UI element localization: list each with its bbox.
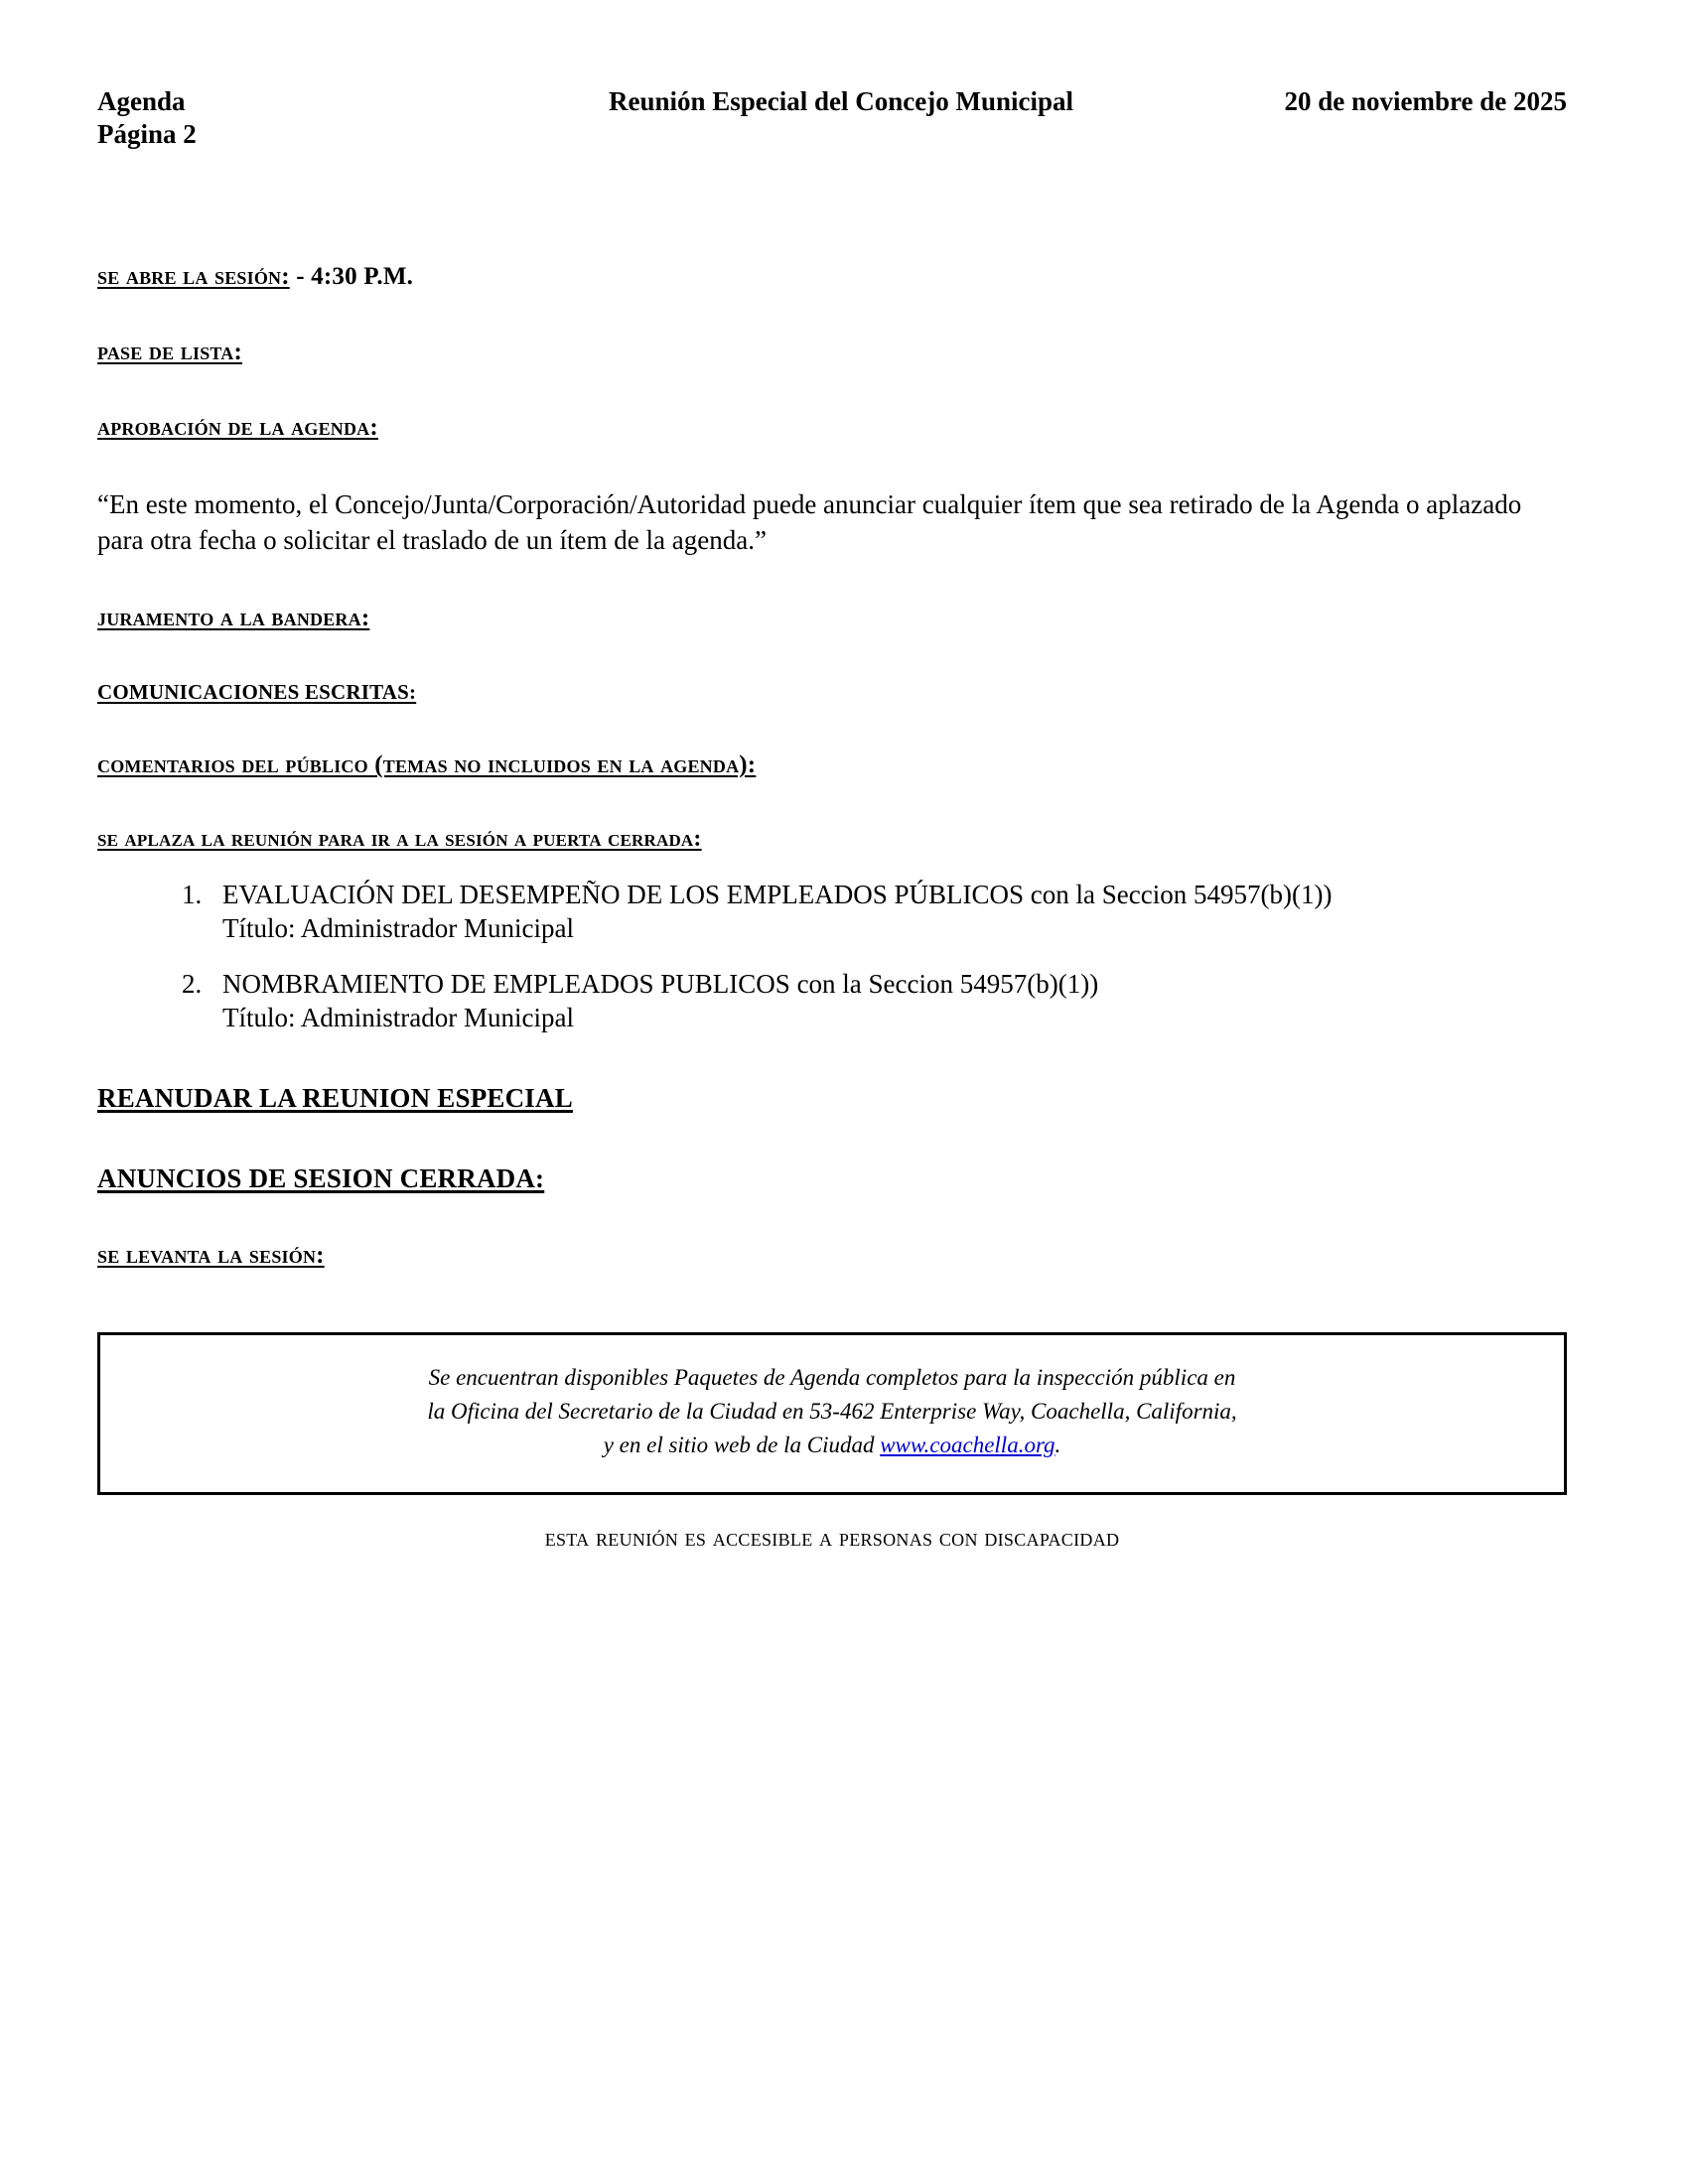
- closed-session-item-citation: con la Seccion 54957(b)(1)): [789, 969, 1099, 999]
- notice-line-3: [130, 1429, 1534, 1462]
- closed-session-item-subtitle: Título: Administrador Municipal: [222, 1003, 574, 1032]
- agenda-approval-quote-line1: “En este momento, el Concejo/Junta/Corporación/Autoridad puede anunciar cualquier ítem que sea retirado de: [97, 489, 1285, 519]
- section-public-comments: [97, 751, 1567, 780]
- list-item: [209, 878, 1567, 945]
- section-call-to-order: [97, 262, 1567, 292]
- header-page-number: Página 2: [97, 119, 197, 149]
- header-meeting-title: Reunión Especial del Concejo Municipal: [608, 86, 1074, 116]
- notice-line-2: la Oficina del Secretario de la Ciudad en 53-462 Enterprise Way, Coachella, California,: [427, 1399, 1237, 1424]
- section-adjournment-label: se levanta la sesión:: [97, 1242, 325, 1269]
- section-public-comments-label: comentarios del público (temas no incluidos en la agenda):: [97, 751, 757, 778]
- section-recess-to-closed-session: [97, 826, 1567, 852]
- section-closed-session-announcements: [97, 1162, 1567, 1195]
- section-closed-session-announcements-label: ANUNCIOS DE SESION CERRADA:: [97, 1163, 545, 1193]
- closed-session-item-title: NOMBRAMIENTO DE EMPLEADOS PUBLICOS: [222, 969, 790, 999]
- agenda-approval-quote: [97, 486, 1537, 558]
- accessibility-statement: esta reunión es accesible a personas con discapacidad: [544, 1525, 1120, 1552]
- section-reconvene: [97, 1082, 1567, 1115]
- notice-line-3-suffix: .: [1055, 1433, 1061, 1457]
- section-recess-label: se aplaza la reunión para ir a la sesión a puerta cerrada:: [97, 826, 702, 852]
- closed-session-item-title: EVALUACIÓN DEL DESEMPEÑO DE LOS EMPLEADOS PÚBLICOS: [222, 880, 1025, 909]
- closed-session-item-subtitle: Título: Administrador Municipal: [222, 913, 574, 943]
- notice-line-1: Se encuentran disponibles Paquetes de Agenda completos para la inspección pública en: [428, 1365, 1236, 1390]
- section-roll-call-label: pase de lista:: [97, 339, 242, 365]
- city-website-link[interactable]: www.coachella.org: [880, 1433, 1055, 1457]
- document-header: [97, 85, 1567, 163]
- section-reconvene-label: REANUDAR LA REUNION ESPECIAL: [97, 1083, 573, 1113]
- agenda-packet-notice-box: [97, 1332, 1567, 1495]
- section-call-to-order-label: se abre la sesión:: [97, 263, 290, 290]
- closed-session-item-citation: con la Seccion 54957(b)(1)): [1024, 880, 1333, 909]
- header-meeting-date: 20 de noviembre de 2025: [1284, 86, 1567, 116]
- section-pledge-of-allegiance: [97, 604, 1567, 633]
- section-pledge-label: juramento a la bandera:: [97, 605, 370, 631]
- agenda-approval-quote-line2: la Agenda o aplazado para otra fecha o solicitar el traslado de un ítem de la agenda.”: [97, 489, 1522, 555]
- list-item: [209, 967, 1567, 1034]
- section-roll-call: [97, 338, 1567, 367]
- section-written-communications: [97, 679, 1567, 705]
- section-agenda-approval-label: aprobación de la agenda:: [97, 414, 378, 441]
- closed-session-item-list: [97, 878, 1567, 1034]
- section-adjournment: [97, 1241, 1567, 1271]
- section-call-to-order-time: - 4:30 P.M.: [296, 263, 414, 290]
- page-content: [97, 85, 1567, 1555]
- header-doc-type: Agenda: [97, 86, 186, 116]
- notice-line-3-prefix: y en el sitio web de la Ciudad: [603, 1433, 881, 1457]
- section-agenda-approval: [97, 413, 1567, 443]
- section-written-communications-label: COMUNICACIONES ESCRITAS:: [97, 680, 417, 704]
